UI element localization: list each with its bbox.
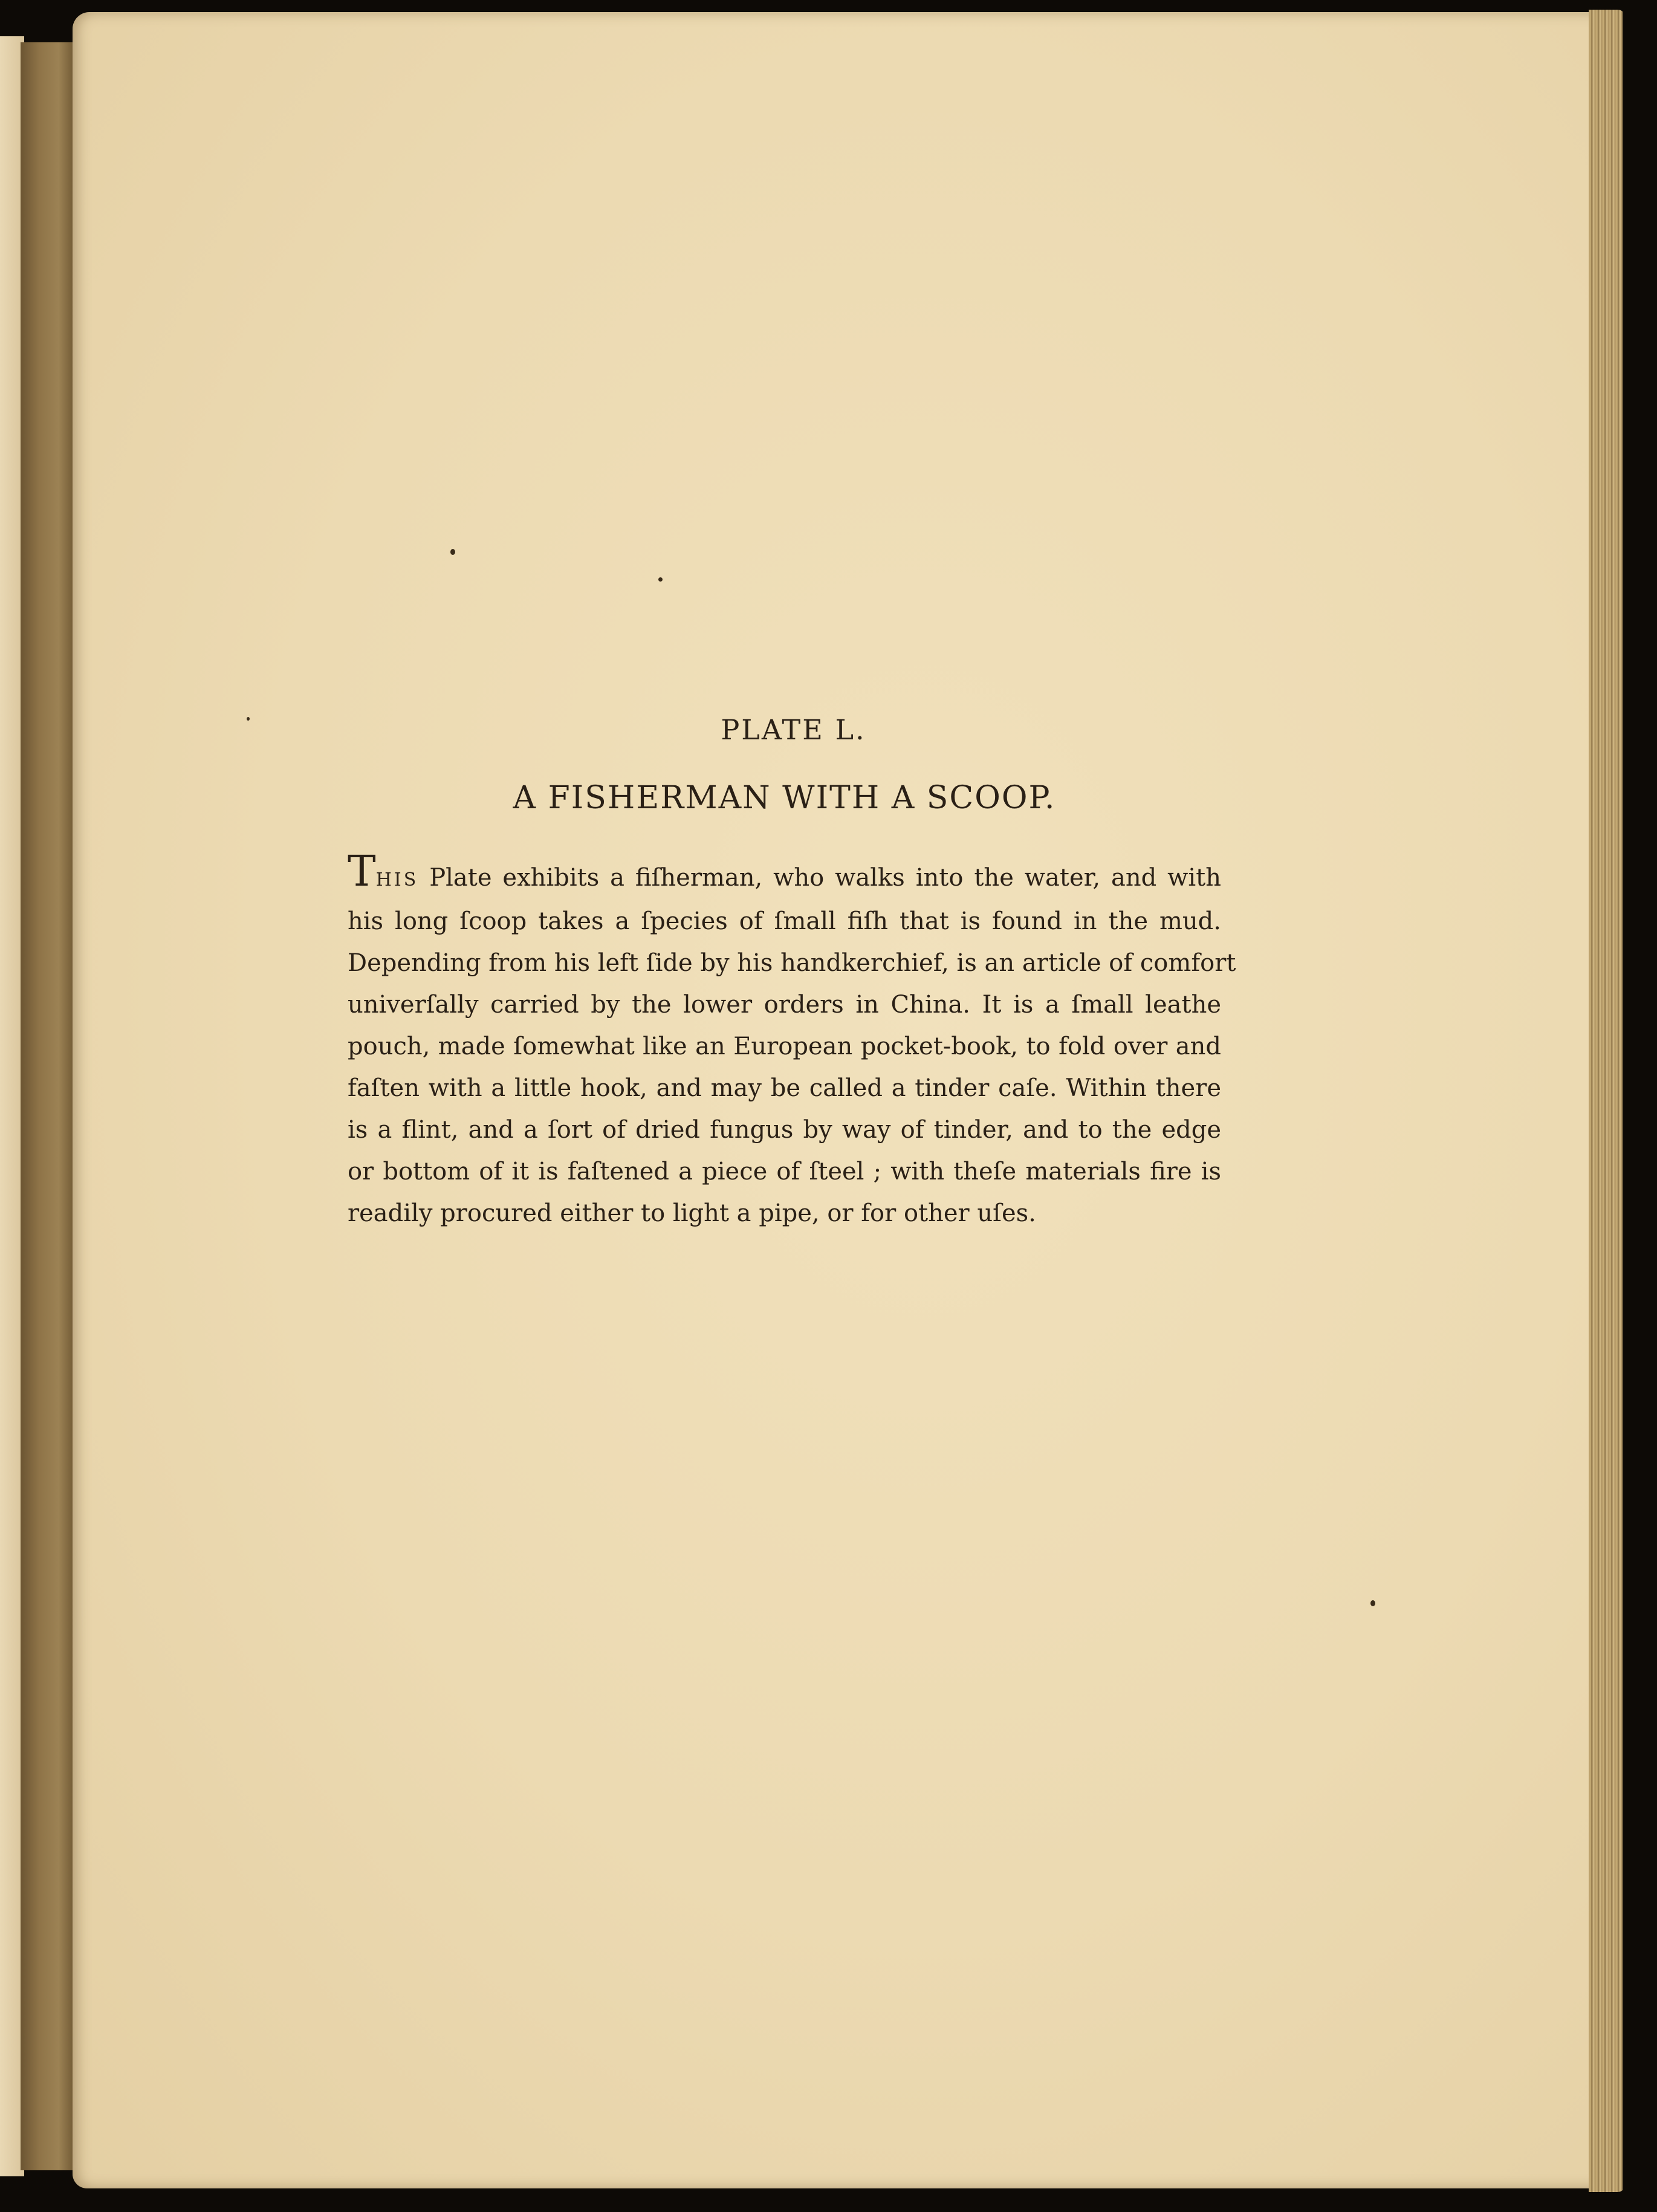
scan-background-edge: [1623, 6, 1657, 2212]
body-line: or bottom of it is faſtened a piece of ſteel ; with theſe materials fire is: [348, 1158, 1221, 1185]
paper-speck: [658, 577, 663, 582]
paper-speck: [1370, 1600, 1375, 1606]
body-line: faſten with a little hook, and may be called a tinder caſe. Within there: [348, 1074, 1221, 1102]
body-line: his long ſcoop takes a ſpecies of ſmall fiſh that is found in the mud.: [348, 907, 1221, 935]
body-line: univerſally carried by the lower orders in China. It is a ſmall leathe: [348, 991, 1221, 1019]
body-line-last: readily procured either to light a pipe, or for other uſes.: [348, 1199, 1036, 1227]
page-edges-stack: [1589, 10, 1625, 2192]
book-gutter: [21, 42, 75, 2170]
small-caps-word: HIS: [375, 869, 419, 890]
plate-title: A FISHERMAN WITH A SCOOP.: [513, 780, 1056, 816]
plate-number: PLATE L.: [721, 713, 866, 746]
body-line: pouch, made ſomewhat like an European pocket-book, to fold over and: [348, 1033, 1221, 1060]
body-paragraph: [348, 846, 1236, 1234]
plate-description: [348, 713, 1236, 1234]
body-line-first: [348, 846, 1221, 901]
paper-speck: [247, 717, 250, 721]
body-line: is a flint, and a ſort of dried fungus by way of tinder, and to the edge: [348, 1116, 1221, 1144]
paper-speck: [450, 549, 455, 555]
first-line-text: Plate exhibits a fiſherman, who walks into the water, and with: [418, 864, 1221, 892]
drop-cap: T: [348, 846, 376, 896]
body-line: Depending from his left ſide by his handkerchief, is an article of comfort: [348, 949, 1236, 977]
